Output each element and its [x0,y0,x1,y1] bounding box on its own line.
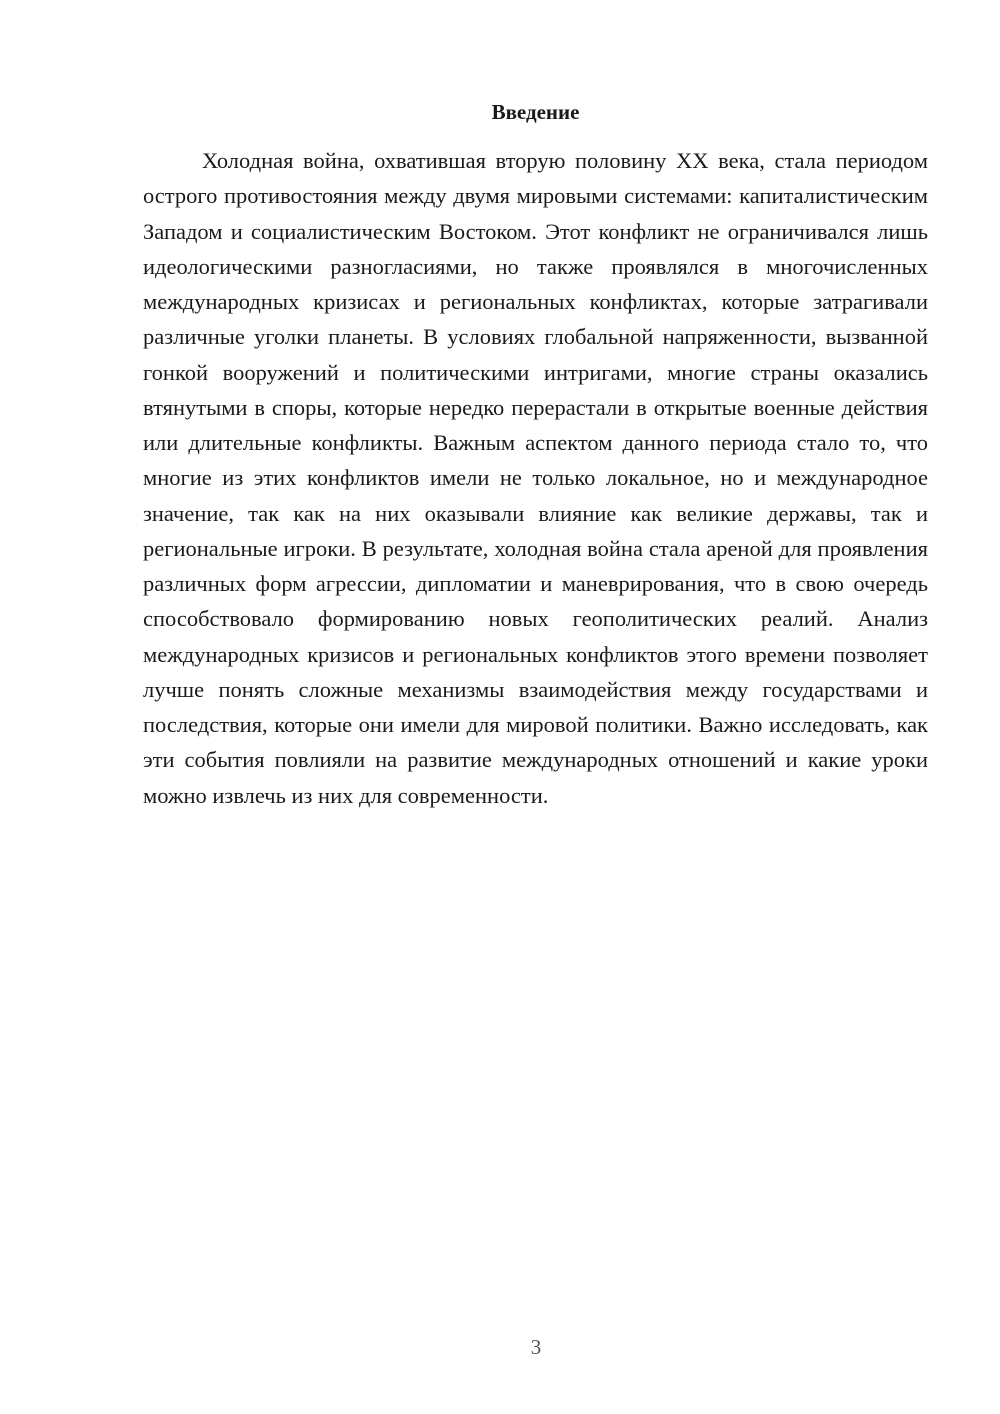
section-heading: Введение [491,100,580,124]
body-paragraph: Холодная война, охватившая вторую половину XX века, стала периодом острого противостояния между двумя мировыми системами: капиталистическим Западом и социалистическим Востоком. Этот конфликт не ограничивался лишь идеологическими разногласиями, но также проявлялся в многочисленных международных кризисах и региональных конфликтах, которые затрагивали различные уголки планеты. В условиях глобальной напряженности, вызванной гонкой вооружений и политическими интригами, многие страны оказались втянутыми в споры, которые нередко перерастали в открытые военные действия или длительные конфликты. Важным аспектом данного периода стало то, что многие из этих конфликтов имели не только локальное, но и международное значение, так как на них оказывали влияние как великие державы, так и региональные игроки. В результате, холодная война стала ареной для проявления различных форм агрессии, дипломатии и маневрирования, что в свою очередь способствовало формированию новых геополитических реалий. Анализ международных кризисов и региональных конфликтов этого времени позволяет лучше понять сложные механизмы взаимодействия между государствами и последствия, которые они имели для мировой политики. Важно исследовать, как эти события повлияли на развитие международных отношений и какие уроки можно извлечь из них для современности. [143,148,928,808]
page-number: 3 [530,1335,542,1359]
